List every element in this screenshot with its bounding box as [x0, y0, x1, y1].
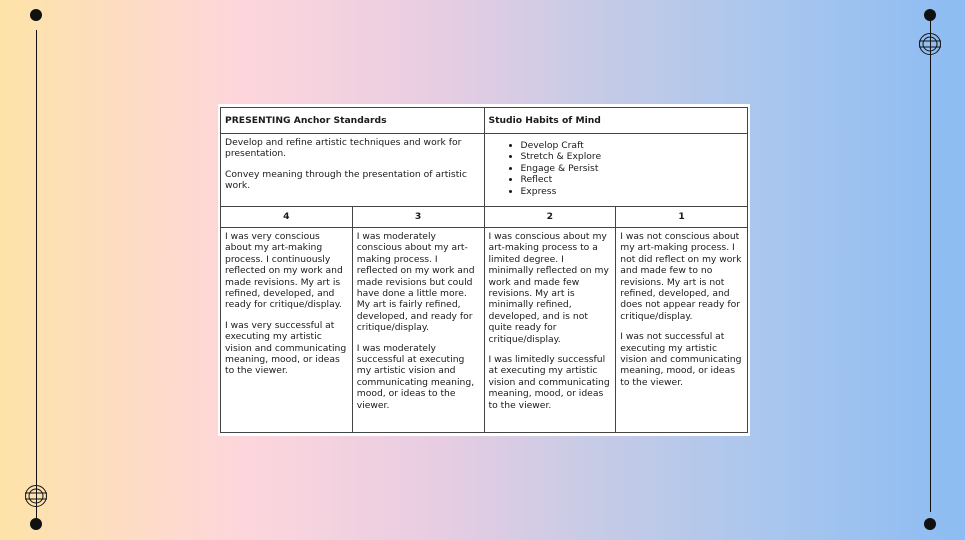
rubric-table — [220, 107, 748, 433]
habit-item: • Develop Craft — [521, 140, 744, 151]
score-3-header: 3 — [352, 207, 484, 228]
habit-item: • Express — [521, 186, 744, 197]
left-bottom-dot — [30, 518, 42, 530]
descriptor-text: I was conscious about my art-making process to a limited degree. I minimally reflected on my work and made few revisions. My art is minimally refined, developed, and is not quite ready for critique/display. — [488, 231, 609, 345]
right-rings-ornament — [918, 29, 942, 59]
right-decor-line — [930, 20, 931, 512]
descriptor-text: I was very conscious about my art-making process. I continuously reflected on my work and made revisions. My art is refined, developed, and ready for critique/display. — [225, 231, 343, 311]
habits-list — [489, 140, 744, 197]
anchor-standards-header: PRESENTING Anchor Standards — [221, 108, 485, 134]
rubric-info-row — [221, 134, 748, 207]
score-row — [221, 207, 748, 228]
habit-item: • Stretch & Explore — [521, 151, 744, 162]
left-decor-line — [36, 30, 37, 520]
habit-item: • Engage & Persist — [521, 163, 744, 174]
descriptor-score-1 — [616, 228, 748, 433]
rubric-header-row — [221, 108, 748, 134]
descriptor-text: I was not conscious about my art-making process. I not did reflect on my work and made few to no revisions. My art is not refined, developed, and does not appear ready for critique/display. — [620, 231, 742, 322]
descriptor-text: I was moderately successful at executing my artistic vision and communicating meaning, mood, or ideas to the viewer. — [356, 342, 475, 411]
habit-item: • Reflect — [521, 174, 744, 185]
descriptor-text: I was not successful at executing my artistic vision and communicating meaning, mood, or ideas to the viewer. — [620, 331, 742, 388]
descriptor-score-3 — [352, 228, 484, 433]
right-top-dot — [924, 9, 936, 21]
left-rings-ornament — [24, 481, 48, 511]
studio-habits-cell — [484, 134, 748, 207]
score-2-header: 2 — [484, 207, 616, 228]
descriptor-text: I was limitedly successful at executing my artistic vision and communicating meaning, mood, or ideas to the viewer. — [488, 354, 610, 411]
descriptor-row — [221, 228, 748, 433]
right-bottom-dot — [924, 518, 936, 530]
descriptor-score-2 — [484, 228, 616, 433]
anchor-standards-cell — [221, 134, 485, 207]
score-4-header: 4 — [221, 207, 353, 228]
studio-habits-header: Studio Habits of Mind — [484, 108, 748, 134]
standard-text: Develop and refine artistic techniques and work for presentation. — [225, 137, 462, 160]
descriptor-text: I was moderately conscious about my art-making process. I reflected on my work and made revisions but could have done a little more. My art is fairly refined, developed, and ready for critique/display. — [356, 231, 475, 334]
standard-text: Convey meaning through the presentation of artistic work. — [225, 168, 467, 192]
score-1-header: 1 — [616, 207, 748, 228]
left-top-dot — [30, 9, 42, 21]
descriptor-text: I was very successful at executing my artistic vision and communicating meaning, mood, or ideas to the viewer. — [225, 319, 347, 377]
rubric-sheet — [218, 104, 750, 436]
descriptor-score-4 — [221, 228, 353, 433]
